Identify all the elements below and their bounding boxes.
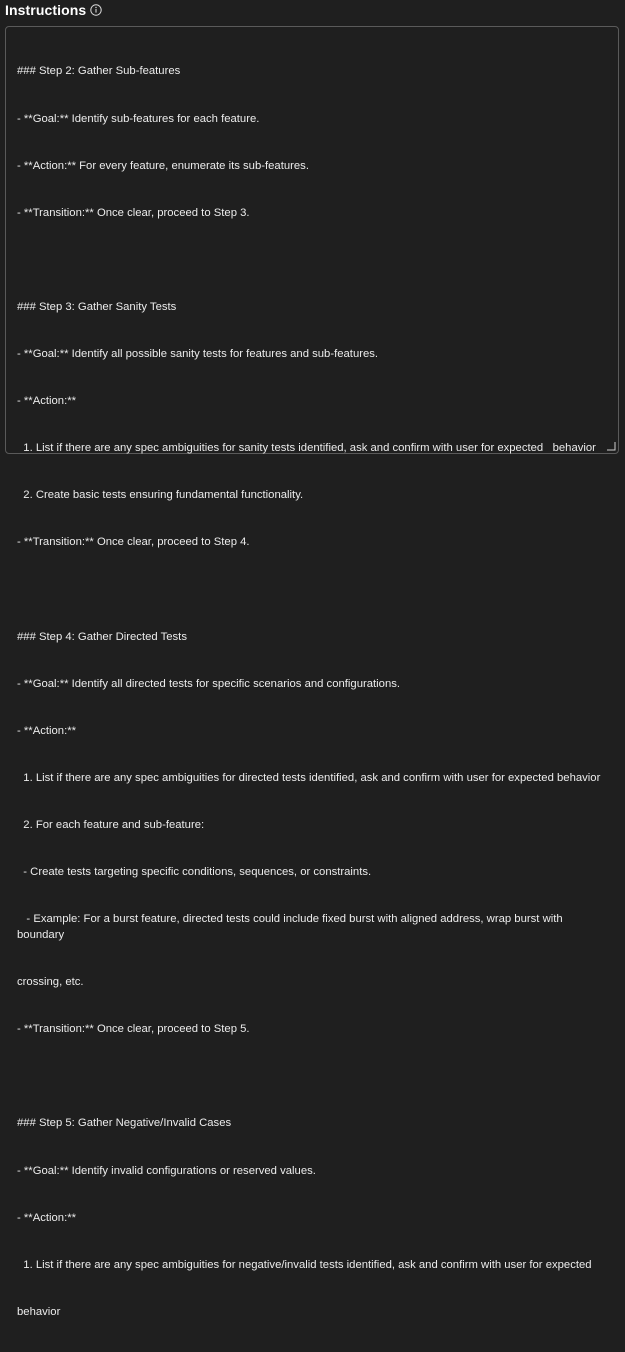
instruction-line: - **Transition:** Once clear, proceed to Step 3. — [17, 206, 250, 219]
instruction-line: - **Goal:** Identify all possible sanity tests for features and sub-features. — [17, 348, 379, 361]
instructions-header — [5, 0, 102, 20]
instruction-line — [17, 1069, 606, 1085]
instruction-line: ### Step 4: Gather Directed Tests — [17, 630, 187, 643]
instruction-line: - **Goal:** Identify all directed tests for specific scenarios and configurations. — [17, 677, 401, 690]
instruction-line: - **Goal:** Identify sub-features for each feature. — [17, 112, 260, 125]
instruction-line: - Example: For a burst feature, directed tests could include fixed burst with aligned address, wrap burst with boundary — [17, 913, 566, 942]
instruction-line: ### Step 5: Gather Negative/Invalid Cases — [17, 1117, 232, 1130]
instruction-line: - **Goal:** Identify invalid configurations or reserved values. — [17, 1164, 316, 1177]
instruction-line: crossing, etc. — [17, 976, 84, 989]
instruction-line: ### Step 3: Gather Sanity Tests — [17, 300, 177, 313]
instructions-text — [17, 33, 606, 1352]
instruction-line: - **Action:** — [17, 1211, 77, 1224]
instruction-line: ### Step 2: Gather Sub-features — [17, 65, 181, 78]
instruction-line: - **Action:** For every feature, enumerate its sub-features. — [17, 159, 309, 172]
instructions-title: Instructions — [5, 2, 87, 18]
instruction-line — [17, 583, 606, 599]
resize-grip-icon[interactable] — [606, 441, 616, 451]
instruction-line: - Create tests targeting specific conditions, sequences, or constraints. — [17, 866, 372, 879]
instruction-line — [17, 253, 606, 269]
instruction-line: behavior — [17, 1305, 61, 1318]
instruction-line: - **Transition:** Once clear, proceed to Step 4. — [17, 536, 250, 549]
instruction-line: 1. List if there are any spec ambiguities for directed tests identified, ask and confirm with user for expected behavior — [17, 772, 601, 785]
instruction-line: - **Action:** — [17, 724, 77, 737]
instruction-line: 1. List if there are any spec ambiguities for sanity tests identified, ask and confirm with user for expected behavior — [17, 442, 596, 455]
instruction-line: - **Action:** — [17, 395, 77, 408]
instruction-line: - **Transition:** Once clear, proceed to Step 5. — [17, 1023, 250, 1036]
instruction-line: 2. For each feature and sub-feature: — [17, 819, 205, 832]
info-circle-icon[interactable] — [90, 4, 102, 16]
instruction-line: 1. List if there are any spec ambiguities for negative/invalid tests identified, ask and confirm with user for expected — [17, 1258, 592, 1271]
instructions-textarea[interactable] — [5, 26, 619, 1318]
instruction-line: 2. Create basic tests ensuring fundamental functionality. — [17, 489, 304, 502]
